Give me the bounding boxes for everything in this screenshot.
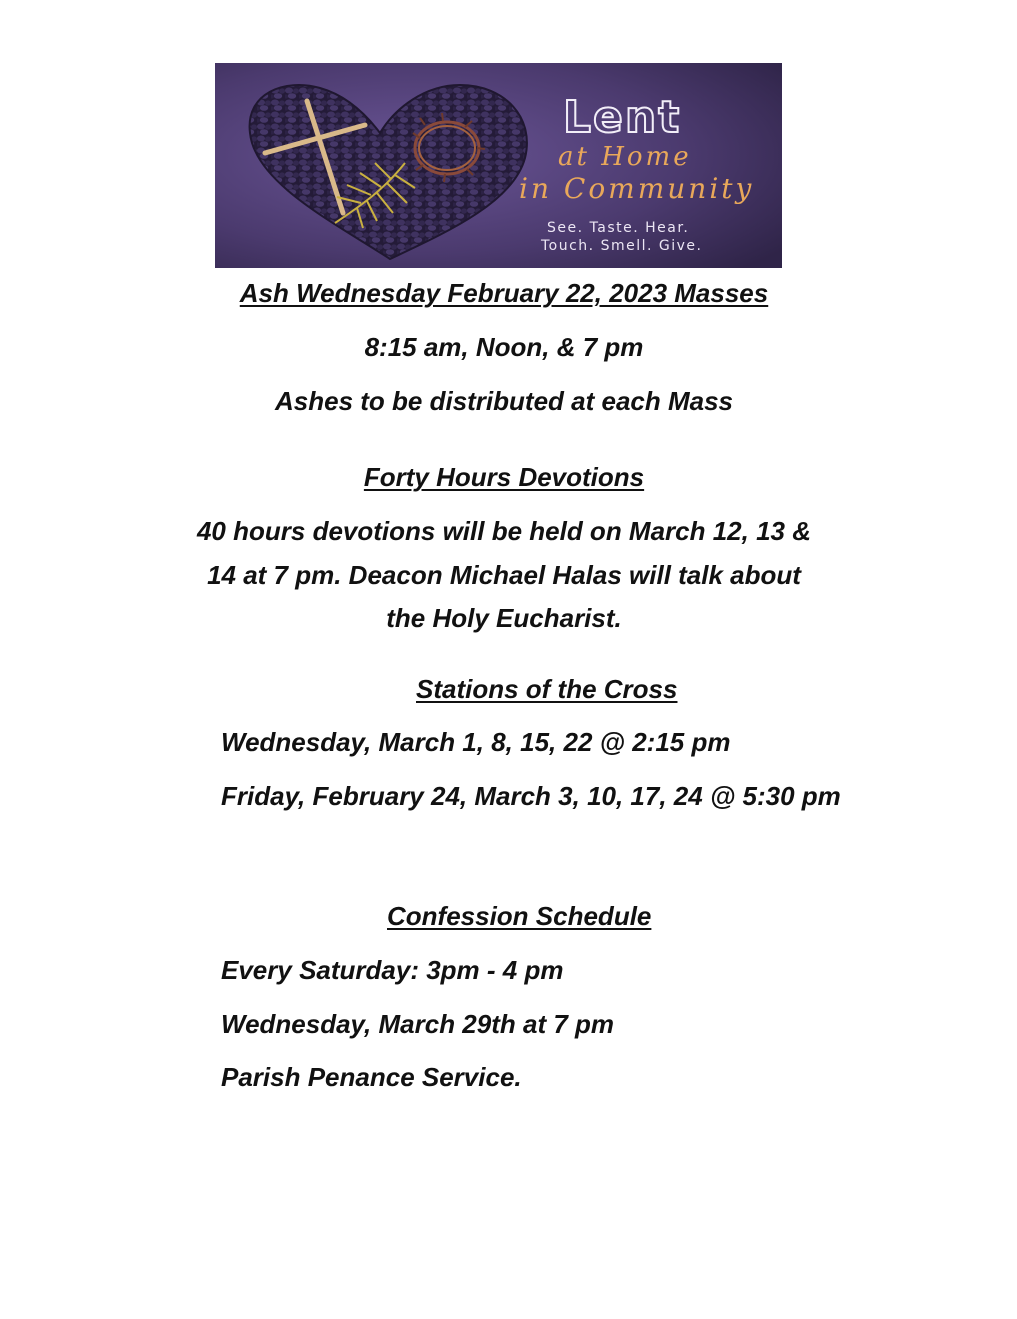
ash-wednesday-mass-times: 8:15 am, Noon, & 7 pm bbox=[364, 332, 644, 362]
banner-title: Lent bbox=[563, 92, 682, 143]
lent-banner bbox=[215, 63, 782, 268]
stations-heading: Stations of the Cross bbox=[416, 674, 678, 704]
forty-hours-line1: 40 hours devotions will be held on March 12, 13 & bbox=[196, 516, 812, 546]
banner-subtitle-line2: in Community bbox=[519, 172, 755, 205]
stations-friday: Friday, February 24, March 3, 10, 17, 24 @ 5:30 pm bbox=[221, 781, 841, 811]
banner-tagline-line1: See. Taste. Hear. bbox=[547, 220, 690, 236]
stations-wednesday: Wednesday, March 1, 8, 15, 22 @ 2:15 pm bbox=[221, 727, 731, 757]
confession-heading: Confession Schedule bbox=[387, 901, 652, 931]
confession-saturday: Every Saturday: 3pm - 4 pm bbox=[221, 955, 564, 985]
forty-hours-line2: 14 at 7 pm. Deacon Michael Halas will talk about bbox=[207, 560, 801, 590]
banner-tagline-line2: Touch. Smell. Give. bbox=[541, 238, 703, 254]
forty-hours-heading: Forty Hours Devotions bbox=[363, 462, 645, 492]
confession-wednesday: Wednesday, March 29th at 7 pm bbox=[221, 1009, 615, 1039]
ash-wednesday-heading: Ash Wednesday February 22, 2023 Masses bbox=[239, 278, 769, 308]
confession-penance-service: Parish Penance Service. bbox=[221, 1062, 522, 1092]
banner-subtitle-line1: at Home bbox=[558, 142, 692, 172]
forty-hours-line3: the Holy Eucharist. bbox=[386, 603, 622, 633]
ash-wednesday-note: Ashes to be distributed at each Mass bbox=[274, 386, 734, 416]
